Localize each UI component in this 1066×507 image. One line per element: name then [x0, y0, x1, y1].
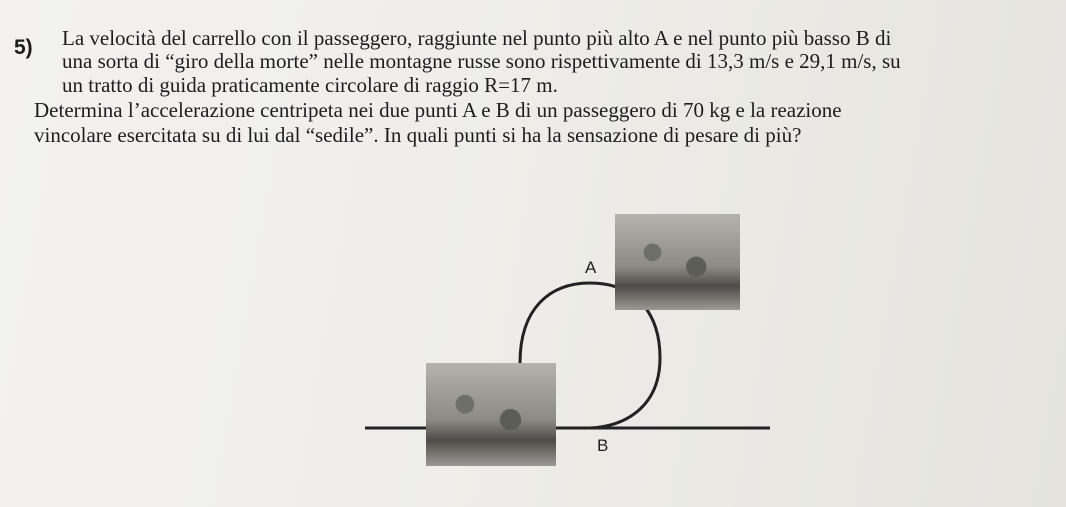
- point-a-label: A: [585, 258, 597, 277]
- point-b-label: B: [597, 436, 609, 455]
- problem-line-4: Determina l’accelerazione centripeta nei due punti A e B di un passeggero di 70 kg e la reazione: [34, 98, 842, 122]
- cart-photo-bottom: [426, 363, 556, 466]
- problem-line-3: un tratto di guida praticamente circolare di raggio R=17 m.: [62, 73, 558, 97]
- problem-line-1: La velocità del carrello con il passeggero, raggiunte nel punto più alto A e nel punto più basso B di: [62, 26, 892, 50]
- problem-line-5: vincolare esercitata su di lui dal “sedile”. In quali punti si ha la sensazione di pesare di più?: [34, 123, 802, 147]
- problem-line-2: una sorta di “giro della morte” nelle montagne russe sono rispettivamente di 13,3 m/s e 29,1 m/s, su: [62, 49, 901, 73]
- loop-figure: [360, 208, 780, 478]
- problem-number: 5): [14, 36, 33, 59]
- cart-photo-top: [615, 214, 740, 310]
